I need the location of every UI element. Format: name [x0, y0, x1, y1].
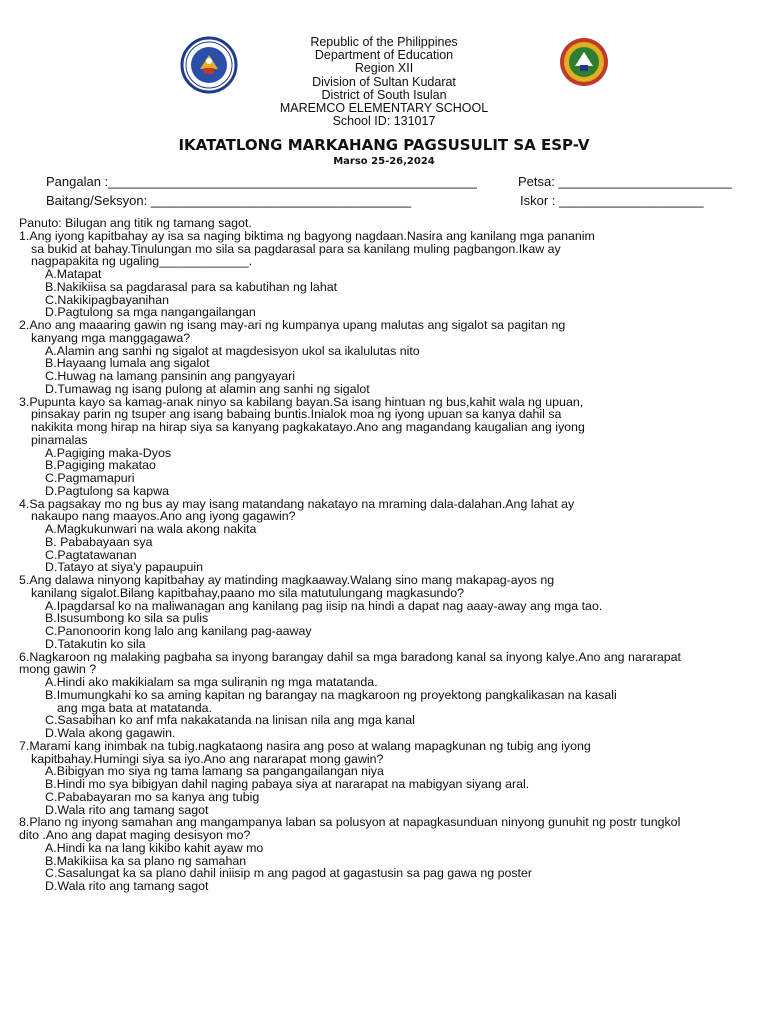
answer-option[interactable]: A.Alamin ang sanhi ng sigalot at magdesisyon ukol sa ikalulutas nito — [45, 343, 420, 358]
answer-option[interactable]: B.Makikiisa ka sa plano ng samahan — [45, 853, 247, 868]
header-line: School ID: 131017 — [332, 114, 436, 129]
question-text: kanyang mga manggagawa? — [31, 330, 191, 345]
header-line: Division of Sultan Kudarat — [312, 74, 456, 89]
question-text: mong gawin ? — [19, 662, 97, 677]
answer-option[interactable]: D.Wala rito ang tamang sagot — [45, 879, 209, 893]
grade-section-field[interactable]: Baitang/Seksyon: ____________________________________ — [46, 193, 412, 208]
answer-option[interactable]: C.Sasalungat ka sa plano dahil iniisip m ang pagod at gagastusin sa pag gawa ng poster — [45, 866, 533, 881]
answer-option[interactable]: D.Wala akong gagawin. — [45, 726, 176, 740]
answer-option[interactable]: B.Imumungkahi ko sa aming kapitan ng barangay na magkaroon ng proyektong pangkalikasan na kasali — [45, 687, 617, 702]
answer-option[interactable]: B. Pababayaan sya — [45, 534, 153, 549]
question-text: 2.Ano ang maaaring gawin ng isang may-ari ng kumpanya upang malutas ang sigalot sa pagitan ng — [19, 318, 566, 332]
instructions: Panuto: Bilugan ang titik ng tamang sagot. — [19, 216, 252, 230]
answer-option[interactable]: D.Tatayo at siya'y papaupuin — [45, 560, 204, 575]
answer-option[interactable]: B.Isusumbong ko sila sa pulis — [45, 611, 209, 626]
answer-option[interactable]: B.Pagiging makatao — [45, 458, 156, 473]
question-text: 8.Plano ng inyong samahan ang mangampanya laban sa polusyon at napagkasunduan ninyong gunuhit ng postr tungkol — [19, 815, 681, 830]
answer-option[interactable]: D.Pagtulong sa kapwa — [45, 483, 169, 498]
question-text: dito .Ano ang dapat maging desisyon mo? — [19, 828, 251, 842]
header-line: District of South Isulan — [321, 87, 447, 102]
question-text: kanilang sigalot.Bilang kapitbahay,paano mo sila matutulungang magkasundo? — [31, 585, 465, 600]
score-field[interactable]: Iskor : ____________________ — [520, 193, 704, 208]
answer-option-continued: ang mga bata at matatanda. — [57, 700, 212, 715]
question-text: pinsakay parin ng tsuper ang isang babaing buntis.Inialok moa ng iyong upuan sa kanya dahil sa — [31, 407, 562, 422]
name-field[interactable]: Pangalan :___________________________________________________ — [46, 174, 477, 189]
question-text: 3.Pupunta kayo sa kamag-anak ninyo sa kabilang bayan.Sa isang hintuan ng bus,kahit wala ng upuan, — [19, 394, 584, 409]
question-text: kapitbahay.Humingi siya sa iyo.Ano ang nararapat mong gawin? — [31, 751, 384, 766]
answer-option[interactable]: A.Ipagdarsal ko na maliwanagan ang kanilang pag iisip na hindi a dapat nag aaay-away ang mga tao. — [45, 598, 603, 613]
answer-option[interactable]: D.Wala rito ang tamang sagot — [45, 802, 209, 817]
answer-option[interactable]: A.Matapat — [45, 267, 102, 281]
question-text: nakikita mong hirap na hirap siya sa kanyang pagkakatayo.Ano ang magandang kaugalian ang iyong — [31, 420, 585, 434]
question-text: sa bukid at bahay.Tinulungan mo sila sa pagdarasal para sa kanilang muling pagbangon.Ikaw ay — [31, 241, 561, 256]
header-line: MAREMCO ELEMENTARY SCHOOL — [279, 101, 489, 116]
answer-option[interactable]: A.Hindi ka na lang kikibo kahit ayaw mo — [45, 840, 264, 855]
question-text: pinamalas — [31, 432, 88, 447]
answer-option[interactable]: C.Pagtatawanan — [45, 547, 137, 562]
question-text: 6.Nagkaroon ng malaking pagbaha sa inyong barangay dahil sa mga baradong kanal sa inyong kalye.Ano ang nararapat — [19, 649, 681, 664]
answer-option[interactable]: C.Pagmamapuri — [45, 471, 135, 485]
answer-option[interactable]: D.Tumawag ng isang pulong at alamin ang sanhi ng sigalot — [45, 381, 370, 396]
header-line: Region XII — [354, 61, 414, 76]
question-text: 5.Ang dalawa ninyong kapitbahay ay matinding magkaaway.Walang sino mang makapag-ayos ng — [19, 573, 555, 587]
header-line: Department of Education — [314, 48, 454, 63]
student-info-fields — [0, 174, 768, 212]
answer-option[interactable]: B.Hayaang lumala ang sigalot — [45, 356, 210, 371]
header-line: Republic of the Philippines — [310, 35, 458, 49]
exam-date: Marso 25-26,2024 — [333, 156, 435, 168]
answer-option[interactable]: C.Nakikipagbayanihan — [45, 292, 169, 307]
answer-option[interactable]: B.Hindi mo sya bibigyan dahil naging pabaya siya at nararapat na mabigyan siyang aral. — [45, 777, 530, 791]
answer-option[interactable]: C.Huwag na lamang pansinin ang pangyayari — [45, 369, 296, 383]
question-text: 7.Marami kang inimbak na tubig.nagkataong nasira ang poso at walang mapagkunan ng tubig ang iyong — [19, 738, 591, 753]
answer-option[interactable]: A.Bibigyan mo siya ng tama lamang sa pangangailangan niya — [45, 764, 384, 779]
answer-option[interactable]: C.Pababayaran mo sa kanya ang tubig — [45, 789, 260, 804]
question-text: 4.Sa pagsakay mo ng bus ay may isang matandang nakatayo na mraming dala-dalahan.Ang lahat ay — [19, 496, 575, 511]
answer-option[interactable]: A.Pagiging maka-Dyos — [45, 445, 172, 460]
question-text: nakaupo nang maayos.Ano ang iyong gagawin? — [31, 509, 296, 524]
answer-option[interactable]: A.Hindi ako makikialam sa mga suliranin ng mga matatanda. — [45, 675, 378, 689]
answer-option[interactable]: A.Magkukunwari na wala akong nakita — [45, 522, 257, 536]
question-text: nagpapakita ng ugaling_____________. — [31, 254, 253, 269]
exam-body — [19, 217, 764, 893]
exam-title: IKATATLONG MARKAHANG PAGSUSULIT SA ESP-V — [178, 136, 590, 155]
answer-option[interactable]: B.Nakikiisa sa pagdarasal para sa kabutihan ng lahat — [45, 279, 338, 294]
answer-option[interactable]: D.Pagtulong sa mga nangangailangan — [45, 305, 256, 320]
question-text: 1.Ang iyong kapitbahay ay isa sa naging biktima ng bagyong nagdaan.Nasira ang kanilang mga pananim — [19, 228, 595, 243]
answer-option[interactable]: C.Sasabihan ko anf mfa nakakatanda na linisan nila ang mga kanal — [45, 713, 415, 728]
school-header — [0, 36, 768, 168]
date-field[interactable]: Petsa: ________________________ — [518, 174, 732, 189]
answer-option[interactable]: D.Tatakutin ko sila — [45, 636, 146, 651]
answer-option[interactable]: C.Panonoorin kong lalo ang kanilang pag-aaway — [45, 624, 312, 638]
